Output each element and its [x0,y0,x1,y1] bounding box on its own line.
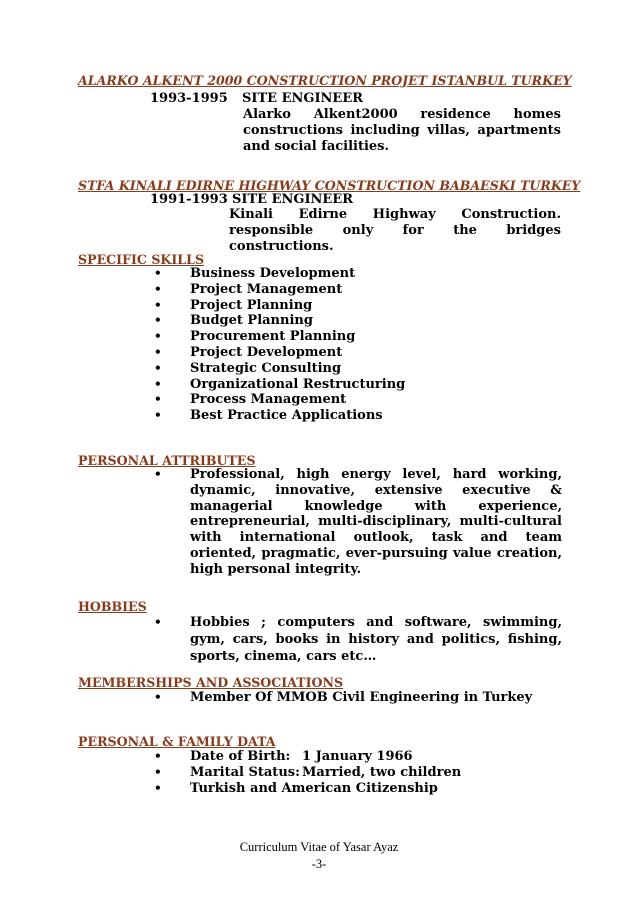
list-item: • Procurement Planning [154,329,356,345]
bullet-icon: • [154,780,162,795]
bullet-icon: • [154,266,162,280]
bullet-icon: • [154,690,162,704]
bullet-icon: • [154,281,162,296]
list-item: • Hobbies ; computers and software, swimming, gym, cars, books in history and politics, fishing, sports, cinema, cars etc… [154,615,562,664]
list-item: • Project Management [154,281,343,297]
section-heading-attributes: PERSONAL ATTRIBUTES [78,453,256,468]
section-heading-personal: PERSONAL & FAMILY DATA [78,734,276,749]
page-number: -3- [311,857,327,871]
personal-list [154,749,562,796]
job-role: SITE ENGINEER [242,91,364,106]
bullet-icon: • [154,329,162,344]
bullet-icon: • [154,749,162,763]
job-description: Alarko Alkent2000 residence homes constructions including villas, apartments and social facilities. [243,107,561,154]
bullet-icon: • [154,408,162,423]
list-item: • Member Of MMOB Civil Engineering in Turkey [154,690,533,705]
attributes-list [154,467,562,578]
list-item-marital: • Marital Status: Married, two children [154,764,462,780]
list-item: • Organizational Restructuring [154,376,406,392]
bullet-icon: • [154,360,162,375]
hobbies-list [154,614,562,665]
bullet-icon: • [154,392,162,407]
list-item-citizenship: • Turkish and American Citizenship [154,780,438,796]
list-item: • Best Practice Applications [154,408,383,424]
bullet-icon: • [154,764,162,779]
job-role: SITE ENGINEER [232,192,354,207]
bullet-icon: • [154,467,162,481]
bullet-icon: • [154,376,162,391]
list-item: • Business Development [154,266,356,281]
bullet-icon: • [154,313,162,328]
section-heading-skills: SPECIFIC SKILLS [78,252,205,267]
job-years: 1991-1993 [150,192,228,207]
list-item: • Professional, high energy level, hard working, dynamic, innovative, extensive executive & managerial knowledge with experience, entrepreneurial, multi-disciplinary, multi-cultural with international outlook, task and team oriented, pragmatic, ever-pursuing value creation, high personal integrity. [154,467,562,577]
section-heading-memberships: MEMBERSHIPS AND ASSOCIATIONS [78,675,344,690]
job-title-alarko: ALARKO ALKENT 2000 CONSTRUCTION PROJET ISTANBUL TURKEY [78,73,572,88]
job-title-stfa: STFA KINALI EDIRNE HIGHWAY CONSTRUCTION BABAESKI TURKEY [78,178,581,193]
job-years: 1993-1995 [150,91,228,106]
list-item: • Budget Planning [154,313,313,329]
bullet-icon: • [154,344,162,359]
footer-title: Curriculum Vitae of Yasar Ayaz [239,840,399,854]
bullet-icon: • [154,297,162,312]
list-item: • Strategic Consulting [154,360,342,376]
list-item: • Process Management [154,392,347,408]
section-heading-hobbies: HOBBIES [78,599,147,614]
list-item-dob: • Date of Birth: 1 January 1966 [154,749,413,764]
job-description: Kinali Edirne Highway Construction. responsible only for the bridges constructions. [229,207,561,254]
skills-list [154,266,562,424]
bullet-icon: • [154,615,162,629]
memberships-list [154,690,562,706]
list-item: • Project Development [154,344,343,360]
list-item: • Project Planning [154,297,313,313]
